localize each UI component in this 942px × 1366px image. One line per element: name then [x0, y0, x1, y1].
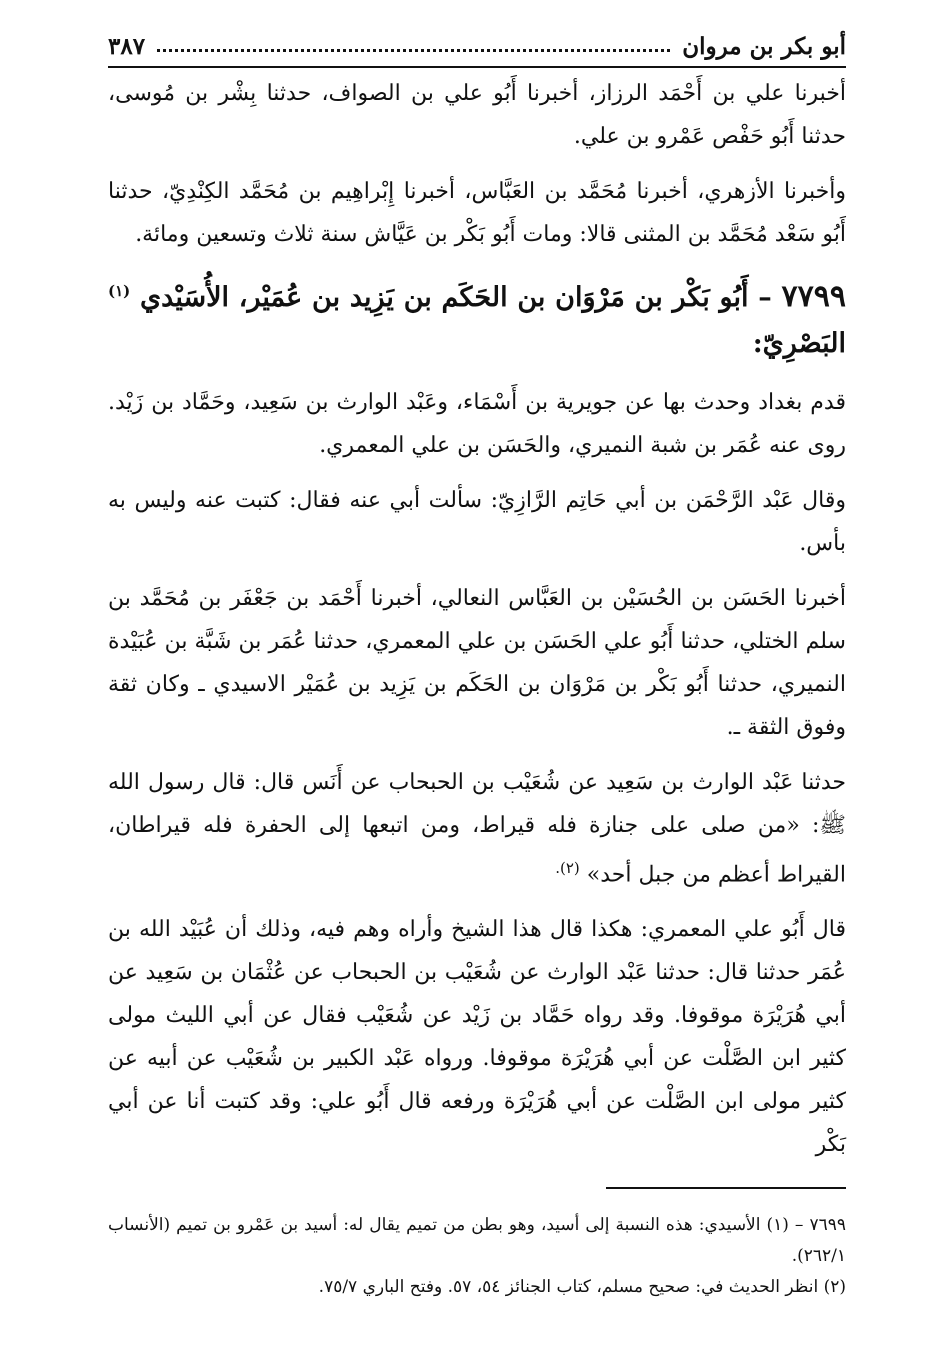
paragraph — [108, 761, 846, 896]
entry-heading — [108, 268, 846, 367]
paragraph: قال أَبُو علي المعمري: هكذا قال هذا الشيخ وأراه وهم فيه، وذلك أن عُبَيْد الله بن عُمَر حدثنا قال: حدثنا عَبْد الوارث عن شُعَيْب بن الحبحاب عن عُثْمَان بن سَعِيد عن أبي هُرَيْرَة موقوفا. وقد رواه حَمَّاد بن زَيْد عن شُعَيْب فقال عن أبي الليث مولى كثير ابن الصَّلْت عن أبي هُرَيْرَة موقوفا. ورواه عَبْد الكبير بن شُعَيْب عن أبيه عن كثير مولى ابن الصَّلْت عن أبي هُرَيْرَة ورفعه قال أَبُو علي: وقد كتبت أنا عن أبي بَكْر — [108, 917, 846, 1158]
paragraph: وأخبرنا الأزهري، أخبرنا مُحَمَّد بن العَبَّاس، أخبرنا إِبْراهِيم بن مُحَمَّد الكِنْدِيّ، حدثنا أَبُو سَعْد مُحَمَّد بن المثنى قالا: ومات أَبُو بَكْر بن عَيَّاش سنة ثلاث وتسعين ومائة. — [108, 179, 846, 247]
footnote: ٧٦٩٩ – (١) الأسيدي: هذه النسبة إلى أسيد، وهو بطن من تميم يقال له: أسيد بن عَمْرو بن تميم (الأنساب ٢٦٢/١). — [108, 1215, 846, 1266]
paragraph: قدم بغداد وحدث بها عن جويرية بن أَسْمَاء، وعَبْد الوارث بن سَعِيد، وحَمَّاد بن زَيْد. روى عنه عُمَر بن شبة النميري، والحَسَن بن علي المعمري. — [108, 390, 846, 458]
entry-title-text: – أَبُو بَكْر بن مَرْوَان بن الحَكَم بن يَزِيد بن عُمَيْر، الأُسَيْدي — [140, 282, 772, 313]
paragraph: أخبرنا علي بن أَحْمَد الرزاز، أخبرنا أَبُو علي بن الصواف، حدثنا بِشْر بن مُوسى، حدثنا أَبُو حَفْص عَمْرو بن علي. — [108, 81, 846, 149]
footnote: (٢) انظر الحديث في: صحيح مسلم، كتاب الجنائز ٥٤، ٥٧. وفتح الباري ٧٥/٧. — [318, 1277, 846, 1297]
page-number: ٣٨٧ — [108, 33, 146, 60]
footnote-ref: (١) — [108, 282, 131, 300]
paragraph: وقال عَبْد الرَّحْمَن بن أبي حَاتِم الرَّازِيّ: سألت أبي عنه فقال: كتبت عنه وليس به بأس. — [108, 488, 846, 556]
header-dot-leader — [157, 49, 670, 52]
paragraph-text: حدثنا عَبْد الوارث بن سَعِيد عن شُعَيْب بن الحبحاب عن أَنَس قال: قال رسول الله ﷺ: «من صلى على جنازة فله قيراط، ومن اتبعها إلى الحفرة فله قيراطان، القيراط أعظم من جبل أحد» — [108, 770, 846, 888]
entry-title-end: البَصْرِيّ: — [752, 328, 846, 359]
footnotes — [108, 1210, 846, 1303]
header-title: أبو بكر بن مروان — [682, 33, 846, 60]
page-body — [108, 72, 846, 1178]
footnote-ref: (٢). — [555, 859, 580, 877]
paragraph: أخبرنا الحَسَن بن الحُسَيْن بن العَبَّاس النعالي، أخبرنا أَحْمَد بن جَعْفَر بن مُحَمَّد بن سلم الختلي، حدثنا أَبُو علي الحَسَن بن علي المعمري، حدثنا عُمَر بن شَبَّة بن عُبَيْدة النميري، حدثنا أَبُو بَكْر بن مَرْوَان بن الحَكَم بن يَزِيد بن عُمَيْر الاسيدي ـ وكان ثقة وفوق الثقة ـ. — [108, 586, 846, 740]
entry-number: ٧٧٩٩ — [781, 279, 846, 314]
footnote-divider — [606, 1187, 846, 1189]
running-header — [108, 28, 846, 68]
